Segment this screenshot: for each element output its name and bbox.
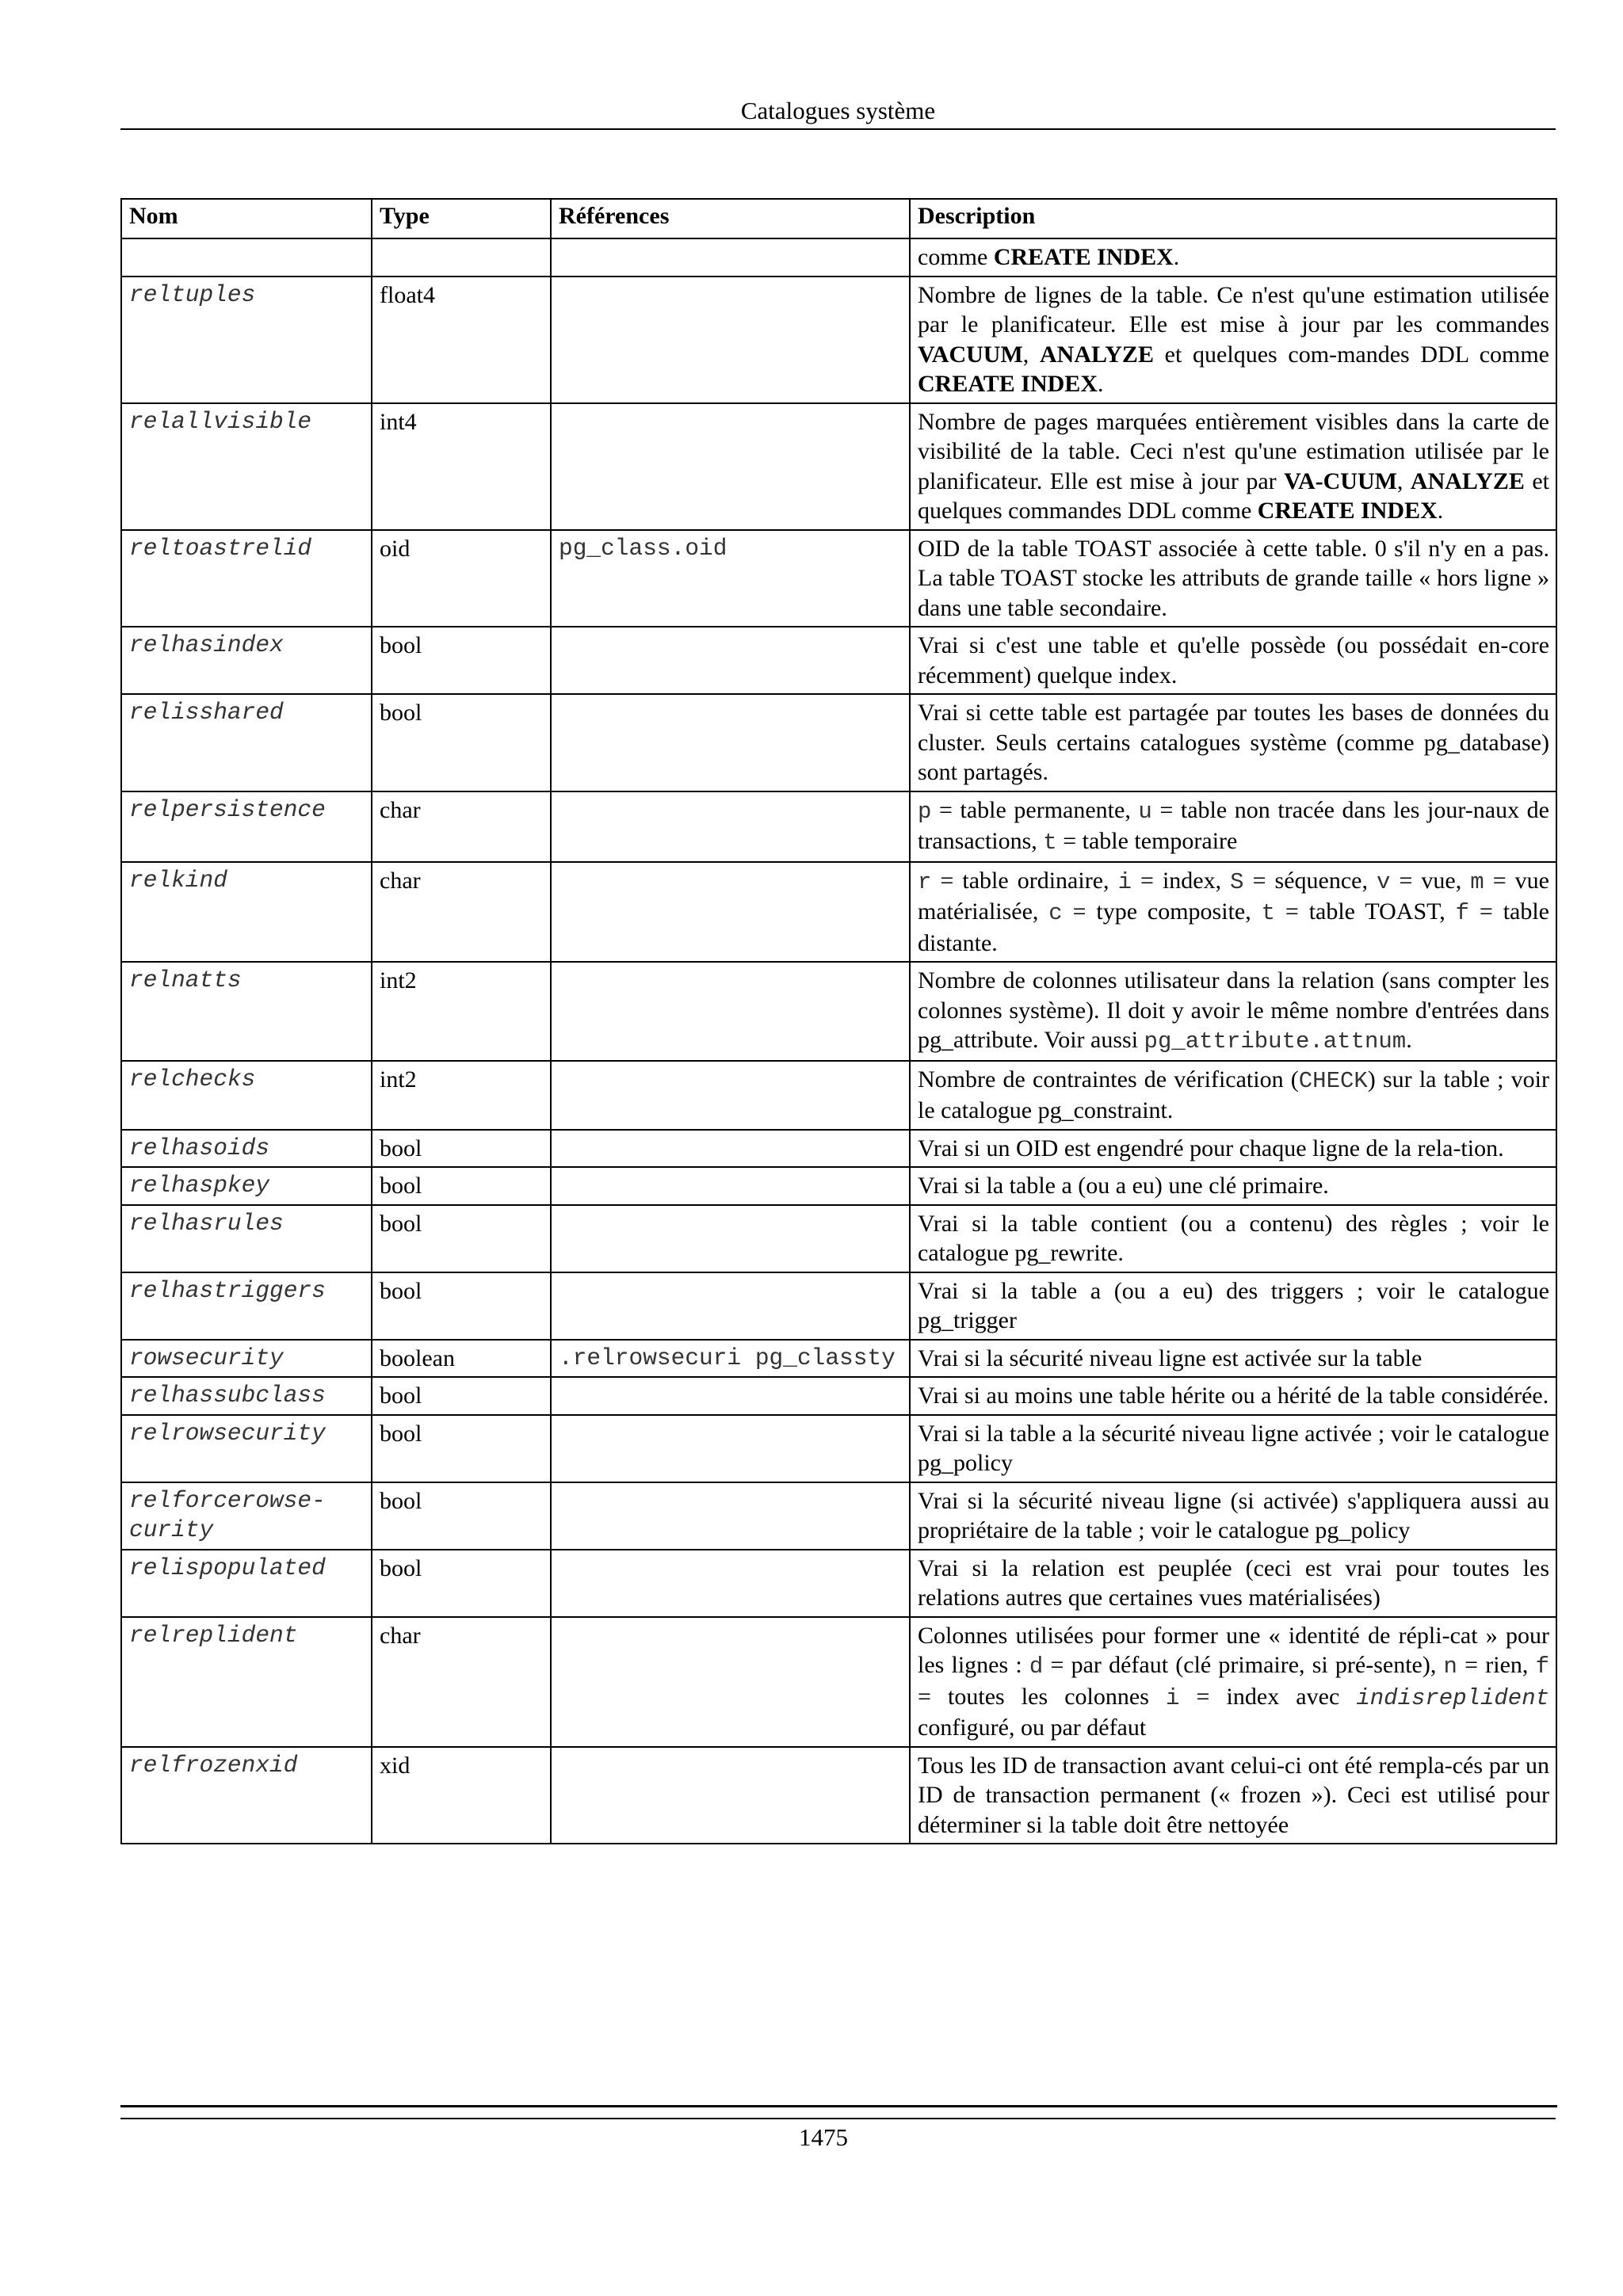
cell-references	[551, 1617, 910, 1747]
cell-references	[551, 1482, 910, 1550]
table-row	[121, 1272, 1556, 1340]
cell-nom: relhasoids	[121, 1130, 372, 1168]
cell-type: int4	[372, 403, 551, 530]
cell-description: Vrai si cette table est partagée par toutes les bases de données du cluster. Seuls certains catalogues système (comme pg_database) sont partagés.	[910, 694, 1556, 791]
table-header	[121, 199, 1556, 238]
cell-description: Vrai si un OID est engendré pour chaque ligne de la rela-tion.	[910, 1130, 1556, 1168]
cell-type: bool	[372, 1272, 551, 1340]
cell-references	[551, 1130, 910, 1168]
cell-nom: relispopulated	[121, 1550, 372, 1617]
cell-references	[551, 1377, 910, 1415]
table-row	[121, 1617, 1556, 1747]
cell-references	[551, 1167, 910, 1205]
page-header	[120, 93, 1556, 130]
cell-description: Vrai si la table contient (ou a contenu) des règles ; voir le catalogue pg_rewrite.	[910, 1205, 1556, 1272]
cell-references	[551, 1205, 910, 1272]
table-row	[121, 962, 1556, 1061]
cell-type: char	[372, 791, 551, 862]
cell-type: bool	[372, 627, 551, 694]
cell-description: Vrai si la table a (ou a eu) des triggers ; voir le catalogue pg_trigger	[910, 1272, 1556, 1340]
cell-type: bool	[372, 1167, 551, 1205]
table-row	[121, 1130, 1556, 1168]
cell-references	[551, 791, 910, 862]
cell-description: Nombre de pages marquées entièrement visibles dans la carte de visibilité de la table. Ceci n'est qu'une estimation utilisée par le planificateur. Elle est mise à jour par VA-CUUM, ANALYZE et quelques commandes DDL comme CREATE INDEX.	[910, 403, 1556, 530]
column-header-nom: Nom	[121, 199, 372, 238]
cell-type: bool	[372, 1482, 551, 1550]
cell-description: comme CREATE INDEX.	[910, 238, 1556, 277]
cell-references	[551, 862, 910, 963]
cell-nom: relpersistence	[121, 791, 372, 862]
cell-type: int2	[372, 962, 551, 1061]
cell-references	[551, 238, 910, 277]
cell-description: Nombre de contraintes de vérification (CHECK) sur la table ; voir le catalogue pg_constraint.	[910, 1061, 1556, 1130]
cell-type: bool	[372, 1205, 551, 1272]
cell-description: Nombre de colonnes utilisateur dans la relation (sans compter les colonnes système). Il doit y avoir le même nombre d'entrées dans pg_attribute. Voir aussi pg_attribute.attnum.	[910, 962, 1556, 1061]
cell-type: char	[372, 862, 551, 963]
cell-type: bool	[372, 1415, 551, 1482]
cell-description: Vrai si c'est une table et qu'elle possède (ou possédait en-core récemment) quelque index.	[910, 627, 1556, 694]
cell-description: Vrai si la sécurité niveau ligne est activée sur la table	[910, 1340, 1556, 1378]
cell-nom: relchecks	[121, 1061, 372, 1130]
cell-description: Vrai si au moins une table hérite ou a hérité de la table considérée.	[910, 1377, 1556, 1415]
cell-description: Colonnes utilisées pour former une « identité de répli-cat » pour les lignes : d = par défaut (clé primaire, si pré-sente), n = rien, f = toutes les colonnes i = index avec indisreplident configuré, ou par défaut	[910, 1617, 1556, 1747]
cell-nom: reltoastrelid	[121, 530, 372, 627]
column-header-description: Description	[910, 199, 1556, 238]
cell-type: xid	[372, 1747, 551, 1844]
cell-description: Vrai si la table a la sécurité niveau ligne activée ; voir le catalogue pg_policy	[910, 1415, 1556, 1482]
cell-description: r = table ordinaire, i = index, S = séquence, v = vue, m = vue matérialisée, c = type composite, t = table TOAST, f = table distante.	[910, 862, 1556, 963]
catalog-table	[120, 198, 1557, 1844]
cell-nom: rowsecurity	[121, 1340, 372, 1378]
table-row	[121, 530, 1556, 627]
cell-nom: relhaspkey	[121, 1167, 372, 1205]
table-row	[121, 1550, 1556, 1617]
cell-type: oid	[372, 530, 551, 627]
column-header-references: Références	[551, 199, 910, 238]
cell-type: bool	[372, 1130, 551, 1168]
cell-references	[551, 962, 910, 1061]
cell-nom: reltuples	[121, 277, 372, 403]
cell-type: bool	[372, 1377, 551, 1415]
cell-references	[551, 1272, 910, 1340]
cell-references	[551, 403, 910, 530]
cell-nom: relnatts	[121, 962, 372, 1061]
cell-references	[551, 1747, 910, 1844]
cell-nom: relhasrules	[121, 1205, 372, 1272]
table-row	[121, 1415, 1556, 1482]
cell-description: p = table permanente, u = table non tracée dans les jour-naux de transactions, t = table temporaire	[910, 791, 1556, 862]
table-row	[121, 1205, 1556, 1272]
table-row	[121, 1747, 1556, 1844]
table-row	[121, 627, 1556, 694]
footer-rule	[120, 2118, 1556, 2119]
cell-references	[551, 1415, 910, 1482]
cell-nom: relrowsecurity	[121, 1415, 372, 1482]
table-row	[121, 1377, 1556, 1415]
page-number: 1475	[799, 2123, 848, 2151]
cell-references	[551, 627, 910, 694]
table-bottom-rule	[120, 2105, 1557, 2107]
cell-nom: relfrozenxid	[121, 1747, 372, 1844]
cell-description: Vrai si la relation est peuplée (ceci est vrai pour toutes les relations autres que certaines vues matérialisées)	[910, 1550, 1556, 1617]
cell-description: Vrai si la table a (ou a eu) une clé primaire.	[910, 1167, 1556, 1205]
table-row	[121, 1482, 1556, 1550]
table-row	[121, 1167, 1556, 1205]
cell-nom: relallvisible	[121, 403, 372, 530]
table-body	[121, 238, 1556, 1844]
table-row	[121, 277, 1556, 403]
table-row	[121, 1340, 1556, 1378]
cell-references	[551, 1550, 910, 1617]
cell-references	[551, 1061, 910, 1130]
cell-nom: relhasindex	[121, 627, 372, 694]
page-header-title: Catalogues système	[740, 97, 936, 124]
cell-type: bool	[372, 694, 551, 791]
cell-type	[372, 238, 551, 277]
cell-references: pg_class.oid	[551, 530, 910, 627]
cell-nom: relhassubclass	[121, 1377, 372, 1415]
cell-nom: relforcerowse-curity	[121, 1482, 372, 1550]
table-row	[121, 862, 1556, 963]
column-header-type: Type	[372, 199, 551, 238]
cell-references	[551, 694, 910, 791]
table-row	[121, 238, 1556, 277]
cell-type: bool	[372, 1550, 551, 1617]
cell-references: .relrowsecuri pg_classty	[551, 1340, 910, 1378]
cell-description: OID de la table TOAST associée à cette table. 0 s'il n'y en a pas. La table TOAST stocke les attributs de grande taille « hors ligne » dans une table secondaire.	[910, 530, 1556, 627]
cell-type: float4	[372, 277, 551, 403]
table-row	[121, 403, 1556, 530]
cell-references	[551, 277, 910, 403]
cell-type: char	[372, 1617, 551, 1747]
cell-nom: relkind	[121, 862, 372, 963]
table-row	[121, 694, 1556, 791]
cell-nom	[121, 238, 372, 277]
table-row	[121, 791, 1556, 862]
cell-nom: relisshared	[121, 694, 372, 791]
cell-description: Nombre de lignes de la table. Ce n'est qu'une estimation utilisée par le planificateur. Elle est mise à jour par les commandes VACUUM, ANALYZE et quelques com-mandes DDL comme CREATE INDEX.	[910, 277, 1556, 403]
cell-nom: relreplident	[121, 1617, 372, 1747]
cell-description: Vrai si la sécurité niveau ligne (si activée) s'appliquera aussi au propriétaire de la table ; voir le catalogue pg_policy	[910, 1482, 1556, 1550]
cell-type: boolean	[372, 1340, 551, 1378]
cell-description: Tous les ID de transaction avant celui-ci ont été rempla-cés par un ID de transaction permanent (« frozen »). Ceci est utilisé pour déterminer si la table doit être nettoyée	[910, 1747, 1556, 1844]
table-row	[121, 1061, 1556, 1130]
cell-nom: relhastriggers	[121, 1272, 372, 1340]
cell-type: int2	[372, 1061, 551, 1130]
